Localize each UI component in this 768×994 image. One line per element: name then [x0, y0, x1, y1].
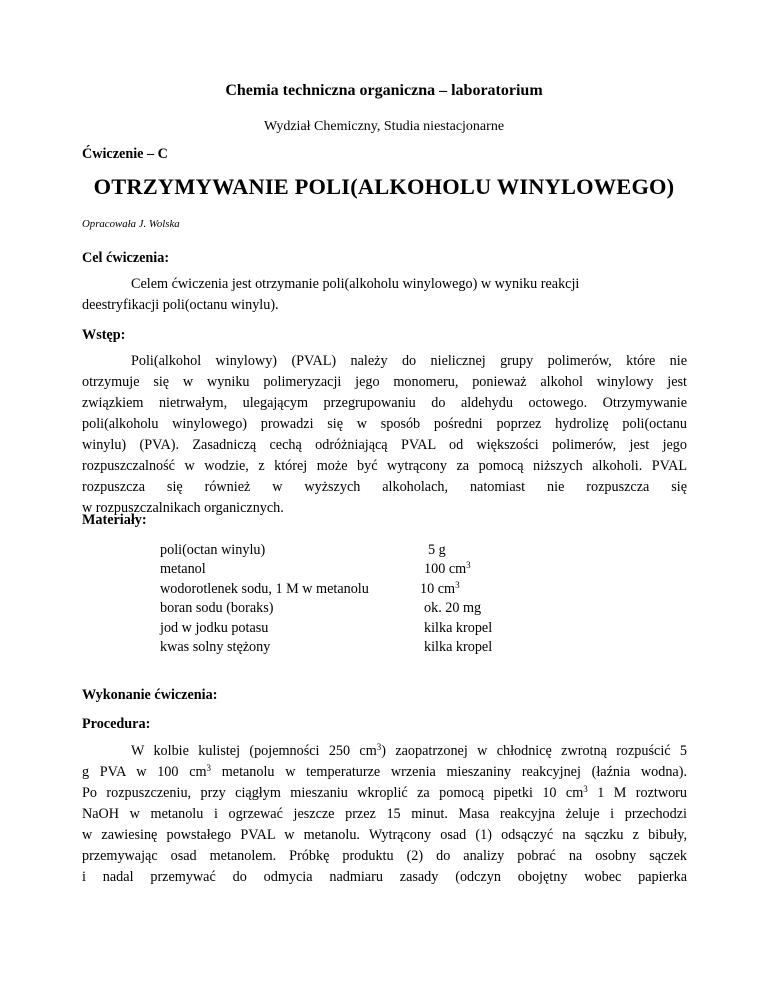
- faculty-subtitle: Wydział Chemiczny, Studia niestacjonarne: [263, 119, 505, 134]
- execution-heading: Wykonanie ćwiczenia:: [82, 687, 218, 703]
- procedure-line: Po rozpuszczeniu, przy ciągłym mieszaniu wkroplić za pomocą pipetki 10 $cm^3$ 1 M roztworu: [82, 784, 687, 801]
- intro-line: winylu) (PVA). Zasadniczą cechą odróżniającą PVAL od większości polimerów, jest jego: [82, 437, 687, 453]
- material-row: [160, 619, 660, 638]
- intro-line: rozpuszcza się również w wyższych alkoholach, natomiast nie rozpuszcza się: [82, 479, 687, 495]
- material-row: [160, 541, 660, 560]
- intro-line: poli(alkoholu winylowego) prowadzi się w sposób pośredni poprzez hydrolizę poli(octanu: [82, 416, 687, 432]
- goal-heading: Cel ćwiczenia:: [82, 250, 170, 266]
- course-title: Chemia techniczna organiczna – laboratorium: [225, 82, 543, 99]
- exercise-label: Ćwiczenie – C: [82, 146, 168, 162]
- procedure-line: g PVA w 100 $cm^3$ metanolu w temperaturze wrzenia mieszaniny reakcyjnej (łaźnia wodna).: [82, 763, 687, 780]
- procedure-line: w zawiesinę powstałego PVAL w metanolu. Wytrącony osad (1) odsączyć na sączku z bibuły,: [82, 827, 687, 843]
- material-quantity: 100 $cm^3$: [424, 560, 471, 578]
- procedure-line: i nadal przemywać do odmycia nadmiaru zasady (odczyn obojętny wobec papierka: [82, 869, 687, 885]
- procedure-heading: Procedura:: [82, 716, 151, 732]
- goal-paragraph: [82, 274, 687, 316]
- intro-line: rozpuszczalność w wodzie, z której może być wytrącony za pomocą niższych alkoholi. PVAL: [82, 458, 687, 474]
- material-quantity: ok. 20 mg: [424, 600, 482, 617]
- material-name: wodorotlenek sodu, 1 M w metanolu: [160, 580, 369, 597]
- material-name: boran sodu (boraks): [160, 600, 274, 617]
- material-row: [160, 560, 660, 579]
- material-name: kwas solny stężony: [160, 638, 271, 655]
- document-title: OTRZYMYWANIE POLI(ALKOHOLU WINYLOWEGO): [93, 174, 675, 199]
- intro-line: związkiem nietrwałym, ulegającym przegrupowaniu do aldehydu octowego. Otrzymywanie: [82, 395, 687, 411]
- material-row: [160, 580, 660, 599]
- material-name: metanol: [160, 561, 206, 578]
- procedure-paragraph: [82, 741, 687, 888]
- material-quantity: 10 $cm^3$: [420, 579, 460, 597]
- material-name: jod w jodku potasu: [160, 619, 269, 636]
- material-quantity: 5 g: [428, 542, 446, 558]
- intro-line: w rozpuszczalnikach organicznych.: [82, 500, 284, 516]
- materials-list: [160, 541, 660, 657]
- goal-line: deestryfikacji poli(octanu winylu).: [82, 297, 279, 313]
- procedure-line: W kolbie kulistej (pojemności 250 $cm^3$) zaopatrzonej w chłodnicę zwrotną rozpuścić 5: [131, 742, 687, 759]
- intro-line: Poli(alkohol winylowy) (PVAL) należy do nielicznej grupy polimerów, które nie: [131, 353, 687, 369]
- intro-line: otrzymuje się w wyniku polimeryzacji jego monomeru, ponieważ alkohol winylowy jest: [82, 374, 687, 390]
- material-quantity: kilka kropel: [424, 638, 493, 655]
- author-credit: Opracowała J. Wolska: [82, 218, 180, 230]
- materials-heading: Materiały:: [82, 512, 147, 528]
- material-row: [160, 599, 660, 618]
- material-row: [160, 638, 660, 657]
- material-name: poli(octan winylu): [160, 542, 266, 558]
- procedure-line: NaOH w metanolu i ogrzewać jeszcze przez 15 minut. Masa reakcyjna żeluje i przechodzi: [82, 806, 687, 822]
- intro-paragraph: [82, 351, 687, 519]
- material-quantity: kilka kropel: [424, 619, 493, 636]
- procedure-line: przemywając osad metanolem. Próbkę produktu (2) do analizy pobrać na osobny sączek: [82, 848, 687, 864]
- goal-line: Celem ćwiczenia jest otrzymanie poli(alkoholu winylowego) w wyniku reakcji: [131, 276, 580, 292]
- intro-heading: Wstęp:: [82, 327, 126, 343]
